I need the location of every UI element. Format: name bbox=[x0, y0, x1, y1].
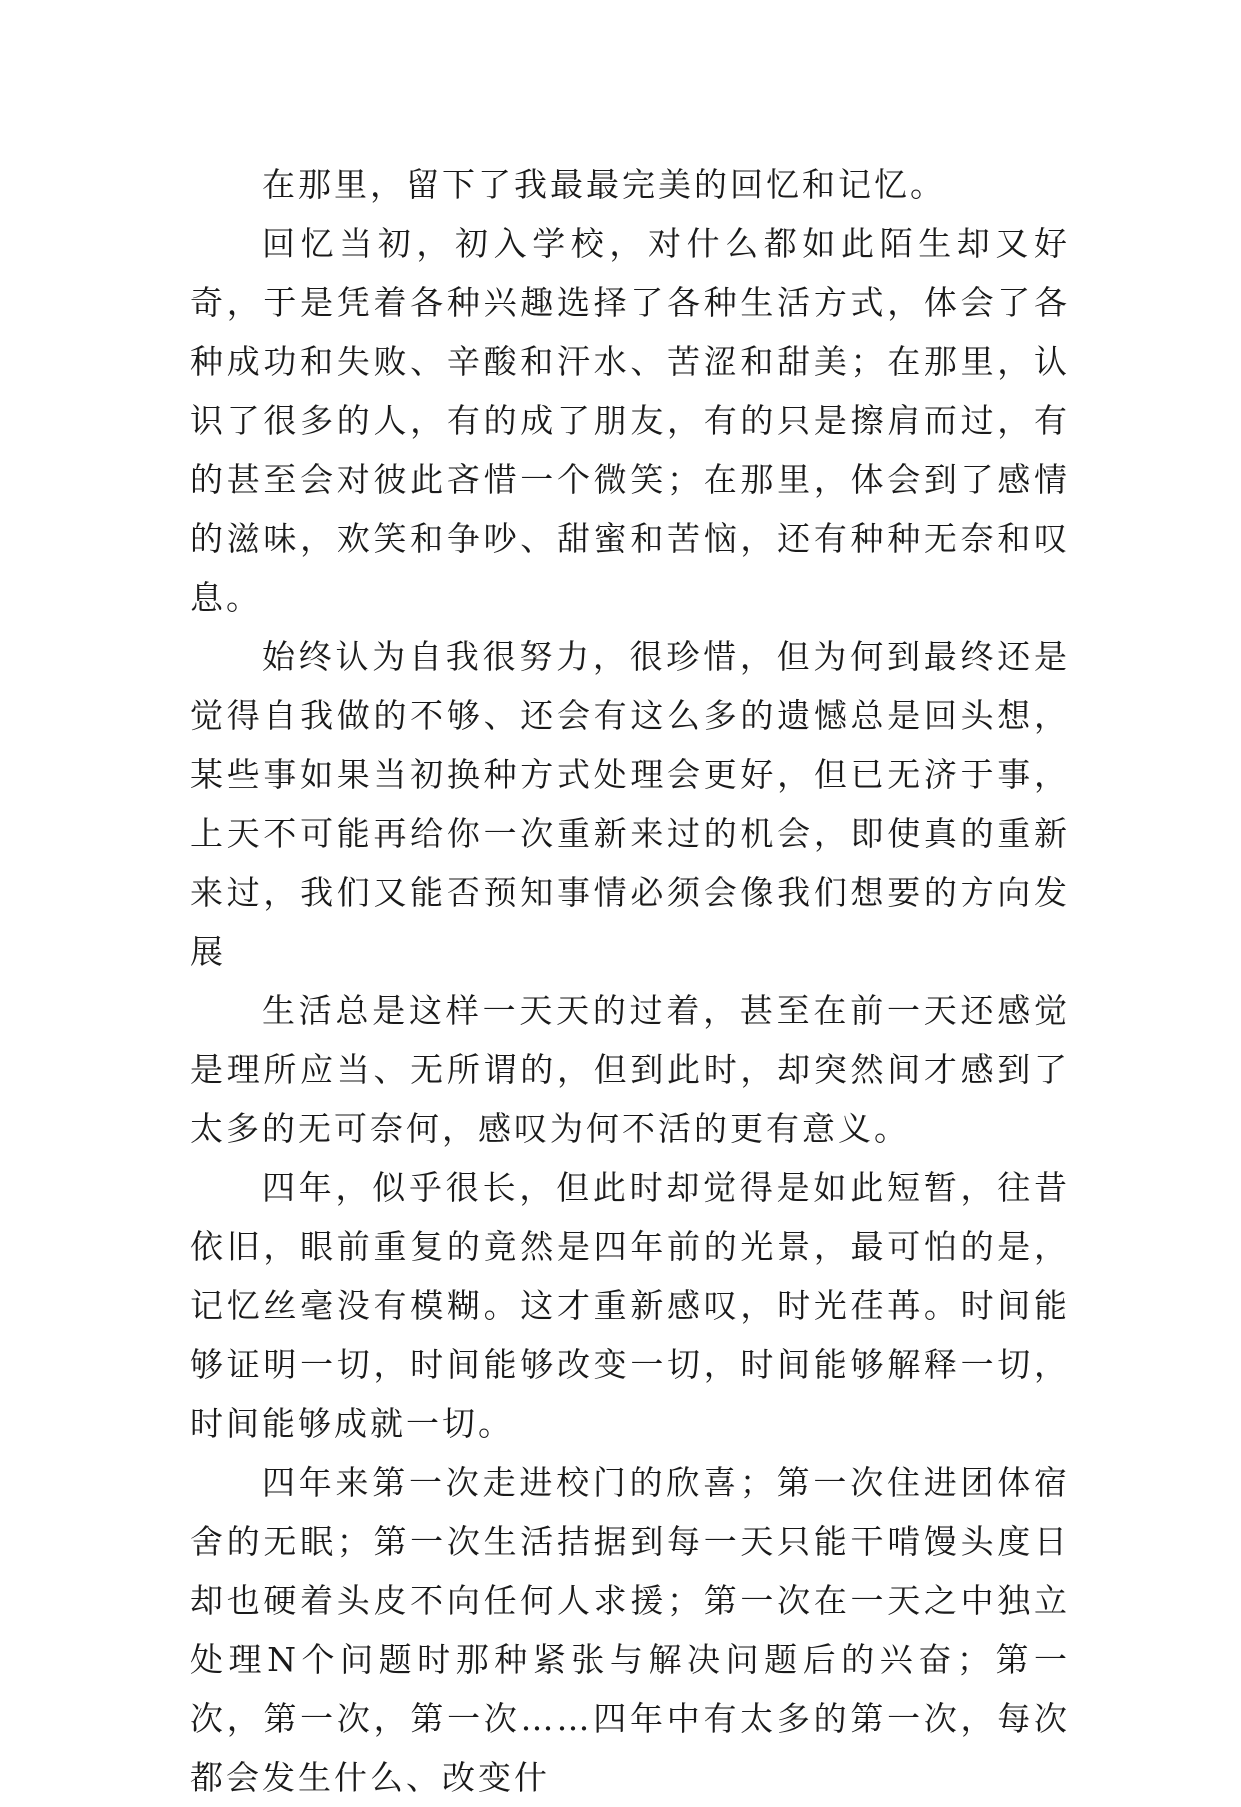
paragraph-1: 在那里，留下了我最最完美的回忆和记忆。 bbox=[262, 165, 946, 204]
document-body bbox=[190, 155, 1070, 1807]
paragraph-6: 四年来第一次走进校门的欣喜；第一次住进团体宿舍的无眠；第一次生活拮据到每一天只能干啃馒头度日却也硬着头皮不向任何人求援；第一次在一天之中独立处理N个问题时那种紧张与解决问题后的兴奋；第一次，第一次，第一次……四年中有太多的第一次，每次都会发生什么、改变什 bbox=[190, 1463, 1070, 1797]
paragraph-4: 生活总是这样一天天的过着，甚至在前一天还感觉是理所应当、无所谓的，但到此时，却突然间才感到了太多的无可奈何，感叹为何不活的更有意义。 bbox=[190, 991, 1070, 1148]
paragraph-5: 四年，似乎很长，但此时却觉得是如此短暂，往昔依旧，眼前重复的竟然是四年前的光景，最可怕的是，记忆丝毫没有模糊。这才重新感叹，时光荏苒。时间能够证明一切，时间能够改变一切，时间能够解释一切，时间能够成就一切。 bbox=[190, 1168, 1070, 1443]
paragraph-3: 始终认为自我很努力，很珍惜，但为何到最终还是觉得自我做的不够、还会有这么多的遗憾总是回头想，某些事如果当初换种方式处理会更好，但已无济于事，上天不可能再给你一次重新来过的机会，即使真的重新来过，我们又能否预知事情必须会像我们想要的方向发展 bbox=[190, 637, 1070, 971]
paragraph-2: 回忆当初，初入学校，对什么都如此陌生却又好奇，于是凭着各种兴趣选择了各种生活方式，体会了各种成功和失败、辛酸和汗水、苦涩和甜美；在那里，认识了很多的人，有的成了朋友，有的只是擦肩而过，有的甚至会对彼此吝惜一个微笑；在那里，体会到了感情的滋味，欢笑和争吵、甜蜜和苦恼，还有种种无奈和叹息。 bbox=[190, 224, 1070, 617]
